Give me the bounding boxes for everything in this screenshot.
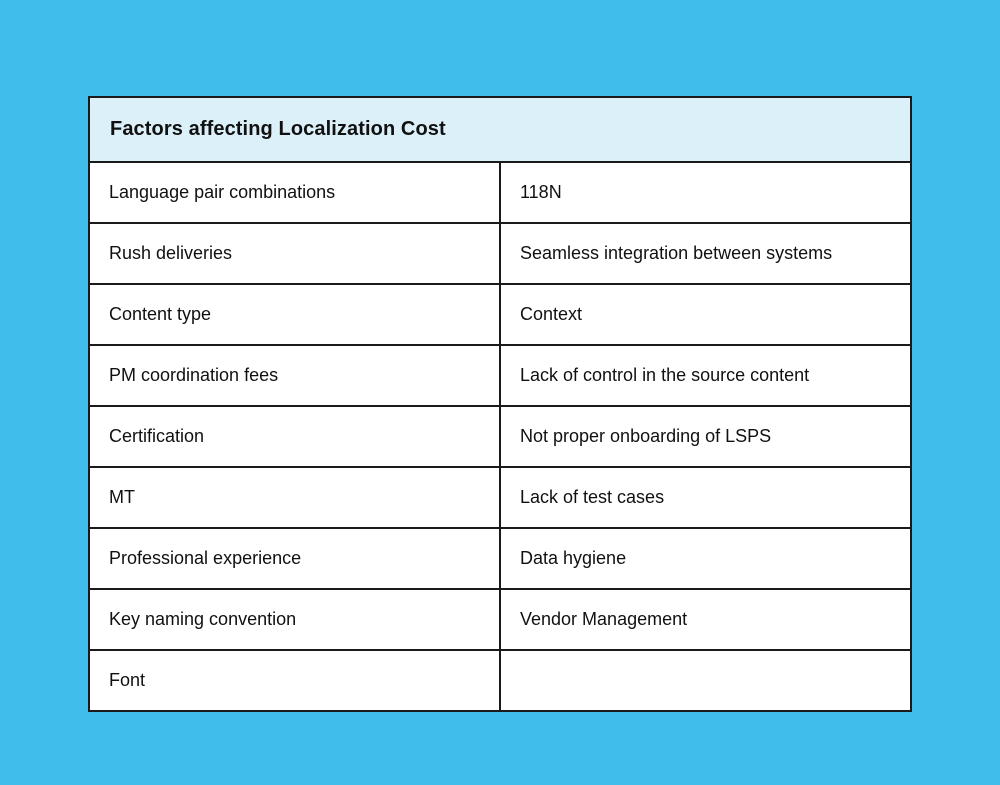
cell-left: Rush deliveries bbox=[89, 223, 500, 284]
table-row bbox=[89, 589, 911, 650]
cell-left: MT bbox=[89, 467, 500, 528]
table-row bbox=[89, 223, 911, 284]
table-title: Factors affecting Localization Cost bbox=[89, 97, 911, 162]
cell-right: 118N bbox=[500, 162, 911, 223]
cell-left: Font bbox=[89, 650, 500, 711]
table-row bbox=[89, 284, 911, 345]
cell-right: Not proper onboarding of LSPS bbox=[500, 406, 911, 467]
cell-right: Context bbox=[500, 284, 911, 345]
cell-left: Key naming convention bbox=[89, 589, 500, 650]
table-body bbox=[89, 162, 911, 711]
factors-table-container bbox=[88, 96, 912, 712]
cell-right: Seamless integration between systems bbox=[500, 223, 911, 284]
cell-right bbox=[500, 650, 911, 711]
cell-left: Professional experience bbox=[89, 528, 500, 589]
table-row bbox=[89, 650, 911, 711]
table-row bbox=[89, 162, 911, 223]
table-row bbox=[89, 406, 911, 467]
cell-left: Certification bbox=[89, 406, 500, 467]
cell-right: Vendor Management bbox=[500, 589, 911, 650]
table-row bbox=[89, 467, 911, 528]
table-row bbox=[89, 345, 911, 406]
table-header-row bbox=[89, 97, 911, 162]
table-header bbox=[89, 97, 911, 162]
cell-right: Data hygiene bbox=[500, 528, 911, 589]
factors-table bbox=[88, 96, 912, 712]
cell-right: Lack of test cases bbox=[500, 467, 911, 528]
cell-right: Lack of control in the source content bbox=[500, 345, 911, 406]
table-row bbox=[89, 528, 911, 589]
cell-left: Language pair combinations bbox=[89, 162, 500, 223]
cell-left: PM coordination fees bbox=[89, 345, 500, 406]
cell-left: Content type bbox=[89, 284, 500, 345]
